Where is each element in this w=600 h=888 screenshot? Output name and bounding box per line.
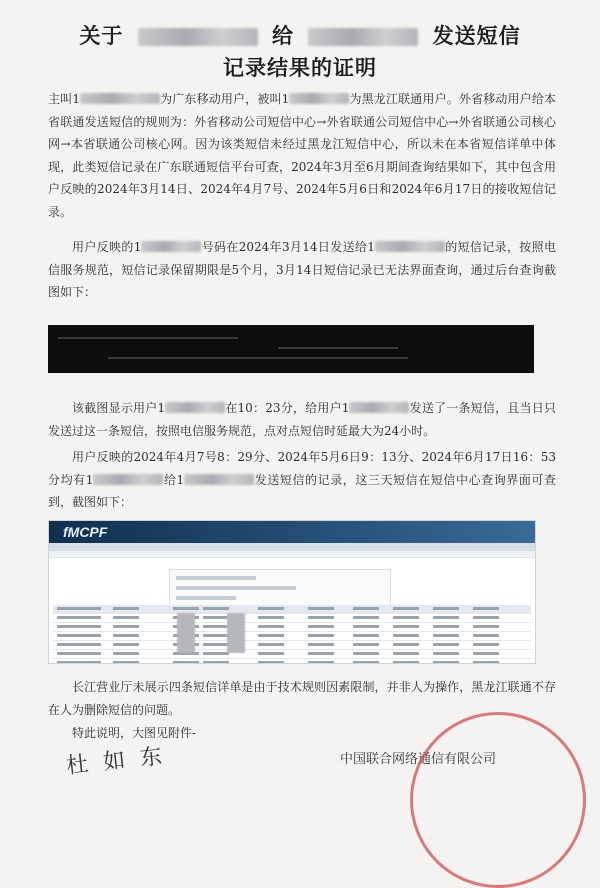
title-prefix: 关于 [79,24,124,48]
paragraph-screenshot-explain: 该截图显示用户1 在10：23分，给用户1 发送了一条短信，且当日只发送过这一条短信，按照电信服务规范，点对点短信时延最大为24小时。 [48,401,556,438]
paragraph-conclusion: 长江营业厅未展示四条短信详单是由于技术规则因素限制，并非人为操作，黑龙江联通不存在人为删除短信的问题。 [48,680,556,717]
screenshot-table-row [53,605,531,614]
paragraph-march-record: 用户反映的1 号码在2024年3月14日发送给1 的短信记录，按照电信服务规范，短信记录保留期限是5个月，3月14日短信记录已无法界面查询，通过后台查询截图如下： [48,240,556,299]
redacted-number [141,241,201,252]
company-name: 中国联合网络通信有限公司 [340,752,497,767]
redacted-number [80,93,160,104]
redacted-number [289,93,349,104]
redacted-backend-screenshot [48,325,534,373]
screenshot-table-row [53,641,531,650]
title-suffix: 发送短信 [432,24,521,48]
signature: 杜 如 东 [65,743,168,780]
screenshot-table-row [53,632,531,641]
redacted-number [165,402,225,413]
screenshot-table-row [53,659,531,664]
paragraph-rules: 主叫1 为广东移动用户，被叫1 为黑龙江联通用户。外省移动用户给本省联通发送短信的规则为：外省移动公司短信中心→外省联通公司短信中心→外省联通公司核心网→本省联通公司核心网。因为该类短信未经过黑龙江短信中心，所以未在本省短信详单中体现，此类短信记录在广东联通短信平台可查，2024年3月至6月期间查询结果如下，其中包含用户反映的2024年3月14日、2024年4月7号、2024年5月6日和2024年6月17日的接收短信记录。 [48,92,556,219]
redacted-number [375,241,445,252]
document-title-line2: 记录结果的证明 [223,56,377,80]
redacted-recipient [308,28,418,46]
screenshot-table-row [53,650,531,659]
document-title-line1 [0,20,600,50]
title-middle: 给 [272,24,294,48]
official-seal-icon [410,712,586,888]
sms-center-screenshot [48,520,536,664]
paragraph-closing: 特此说明，大图见附件- [72,726,197,740]
redacted-number [93,474,163,485]
screenshot-table-row [53,623,531,632]
sms-center-logo: fMCPF [63,524,108,540]
paragraph-other-dates: 用户反映的2024年4月7号8：29分、2024年5月6日9：13分、2024年6月17日16：53分均有1 给1 发送短信的记录，这三天短信在短信中心查询界面可查到，截图如下： [48,450,556,509]
screenshot-table-row [53,614,531,623]
redacted-number [184,474,254,485]
redacted-sender [138,28,258,46]
redacted-number [349,402,409,413]
